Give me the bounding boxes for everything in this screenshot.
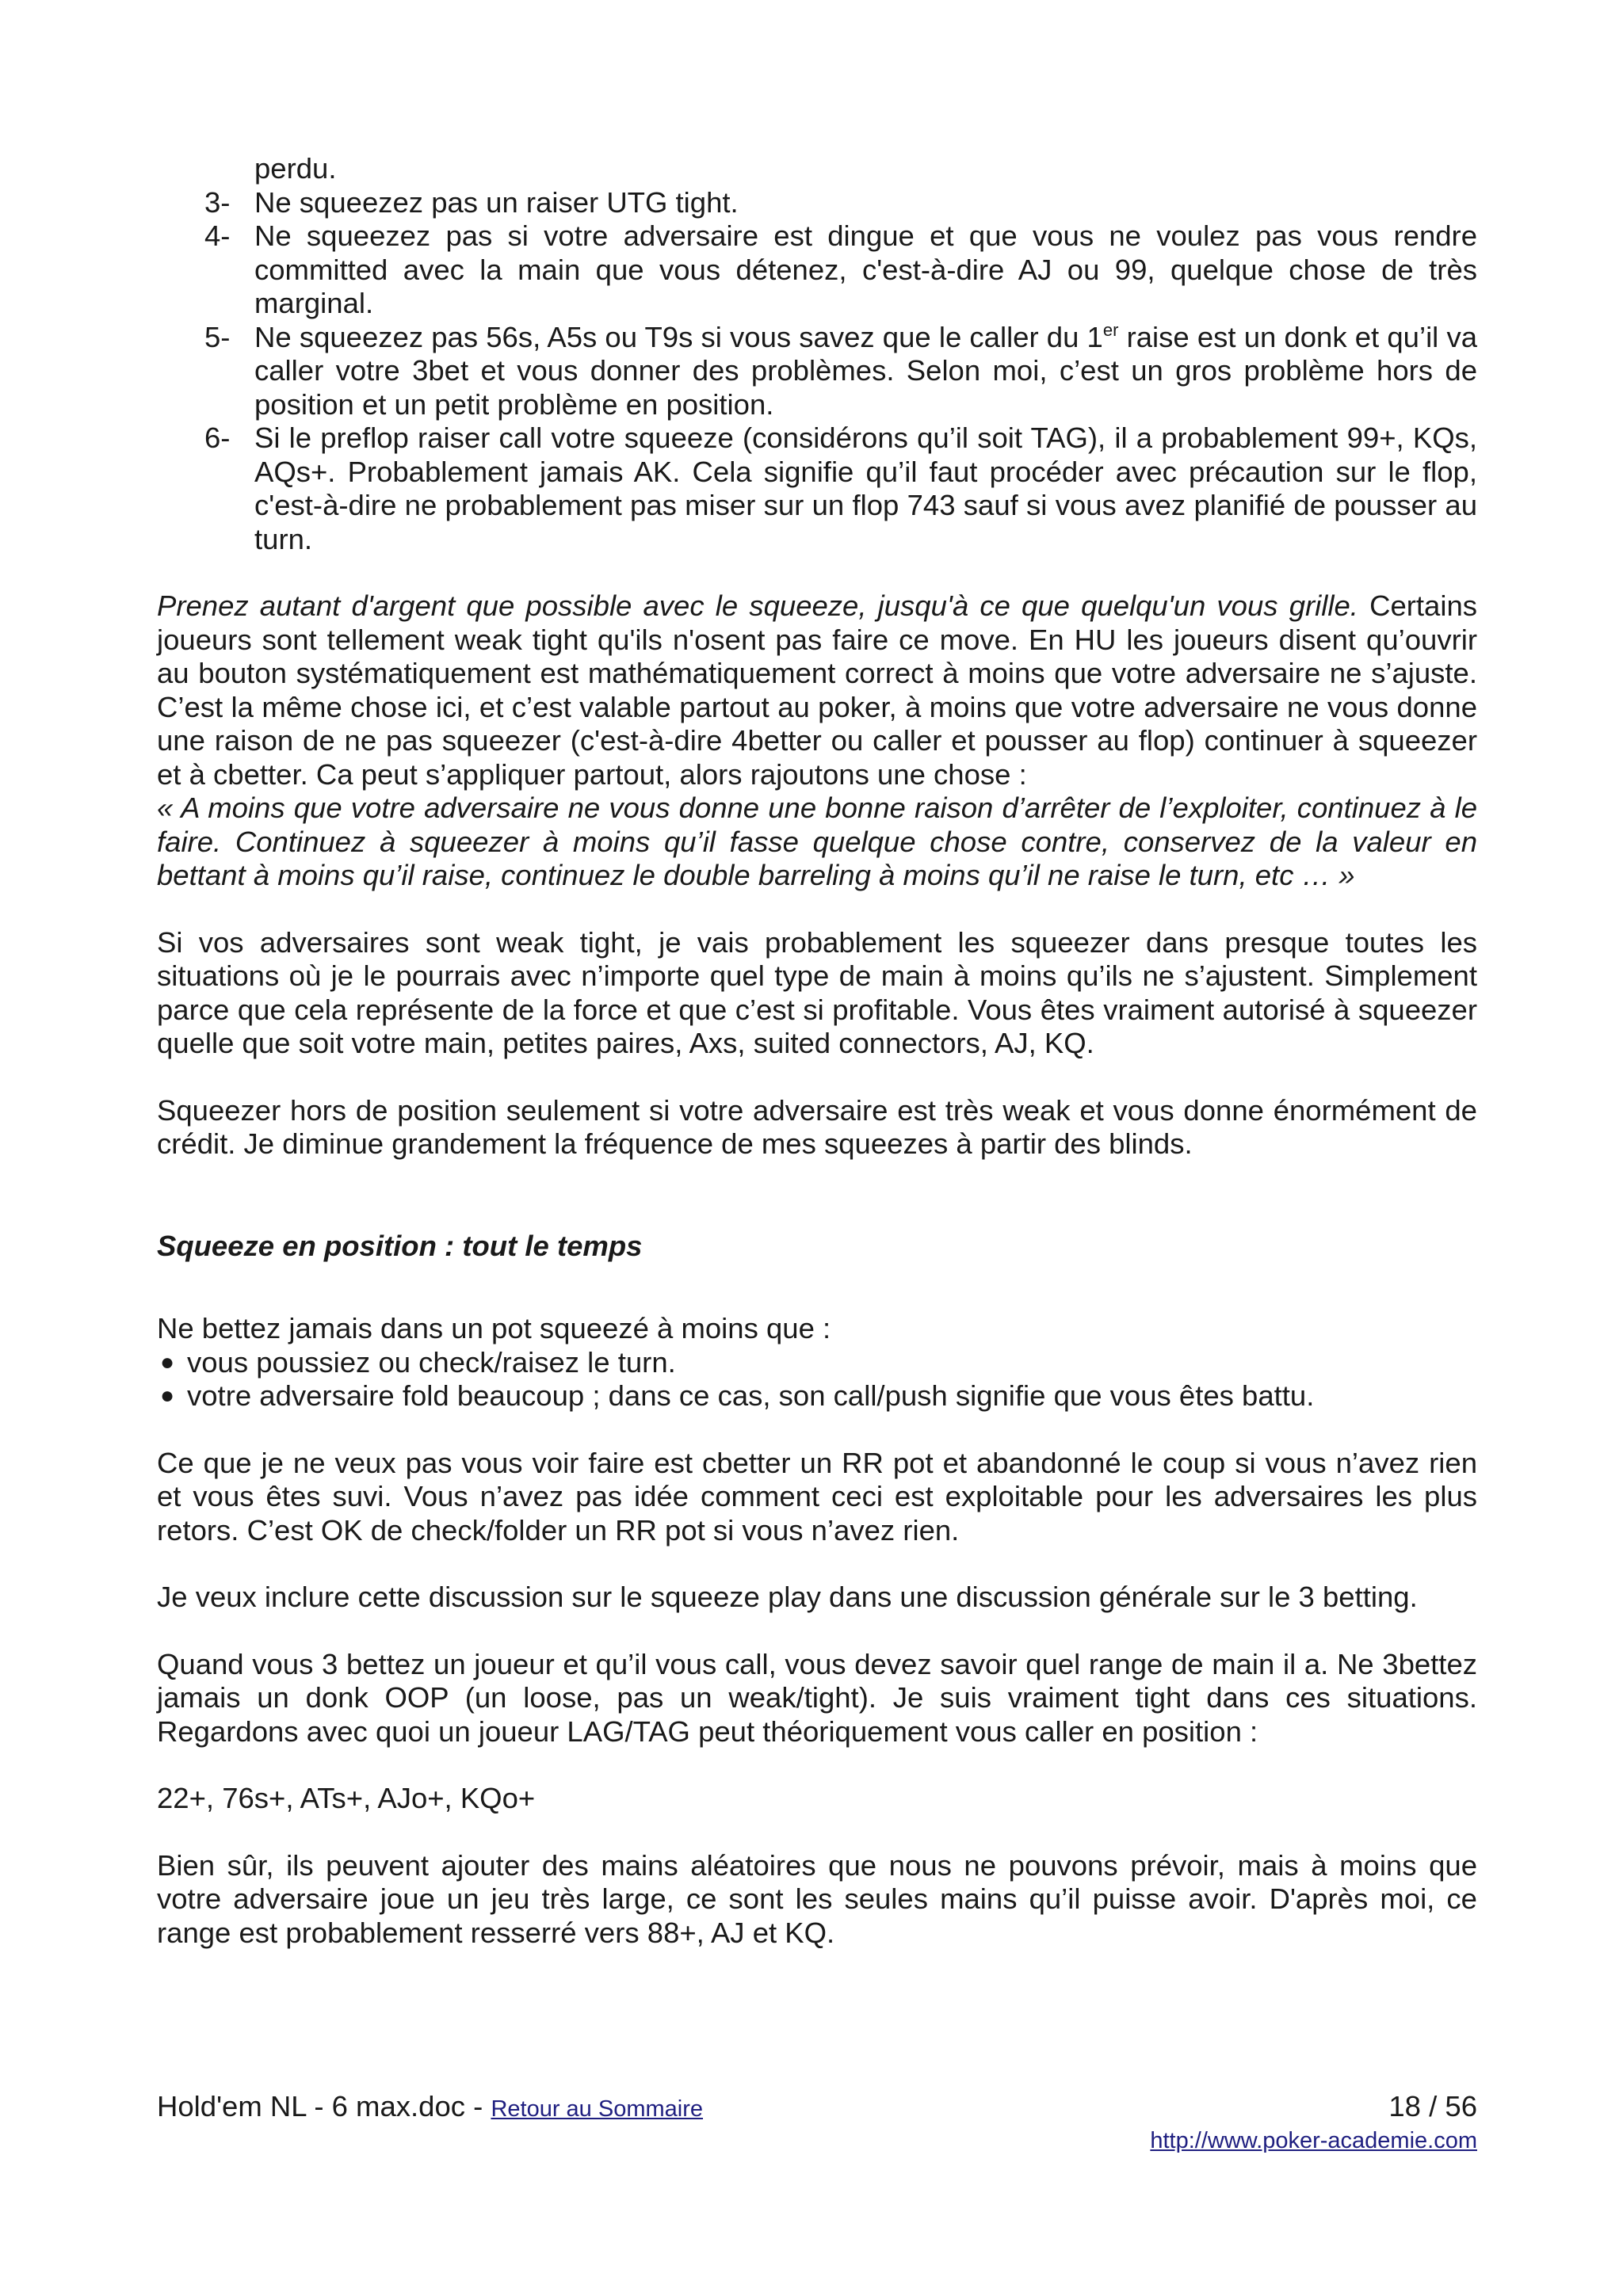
- spacer: [157, 1161, 1477, 1230]
- page-footer: [157, 2090, 1477, 2156]
- spacer: [157, 1816, 1477, 1849]
- bullet-list: [157, 1346, 1477, 1413]
- paragraph-range: 22+, 76s+, ATs+, AJo+, KQo+: [157, 1782, 536, 1814]
- list-item: [157, 421, 1477, 556]
- footer-row: [157, 2090, 1477, 2126]
- return-to-summary-link[interactable]: Retour au Sommaire: [491, 2096, 704, 2122]
- list-item: [157, 219, 1477, 321]
- list-item-text: Ne squeezez pas un raiser UTG tight.: [254, 185, 739, 219]
- footer-url-row: [157, 2126, 1477, 2156]
- bullet-text: vous poussiez ou check/raisez le turn.: [187, 1345, 676, 1379]
- paragraph-bien-sur: Bien sûr, ils peuvent ajouter des mains aléatoires que nous ne pouvons prévoir, mais à moins que votre adversaire joue un jeu très large, ce sont les seules mains qu’il puisse avoir. D'après moi, ce range est probablement resserré vers 88+, AJ et KQ.: [157, 1848, 1477, 1949]
- list-item-number: 5-: [204, 320, 231, 353]
- list-item-number: 6-: [204, 421, 231, 454]
- spacer: [157, 893, 1477, 926]
- list-item-text: Ne squeezez pas si votre adversaire est dingue et que vous ne voulez pas vous rendre committed avec la main que vous détenez, c'est-à-dire AJ ou 99, quelque chose de très marginal.: [254, 219, 1477, 319]
- bullet-icon: ●: [160, 1383, 175, 1409]
- list-item-number: 4-: [204, 219, 231, 252]
- list-item-text: perdu.: [254, 152, 337, 185]
- footer-doc-name: Hold'em NL - 6 max.doc -: [157, 2090, 491, 2122]
- spacer: [157, 1749, 1477, 1782]
- bullet-item: [157, 1346, 1477, 1380]
- spacer: [157, 1263, 1477, 1312]
- page-number: 18 / 56: [1388, 2090, 1477, 2122]
- section-heading: Squeeze en position : tout le temps: [157, 1229, 643, 1262]
- paragraph-text: Certains joueurs sont tellement weak tight qu'ils n'osent pas faire ce move. En HU les joueurs disent qu’ouvrir au bouton systématiquement est mathématiquement correct à moins que votre adversaire ne s’ajuste. C’est la même chose ici, et c’est valable partout au poker, à moins que votre adversaire ne vous donne une raison de ne pas squeezer (c'est-à-dire 4better ou caller et pousser au flop) continuer à squeezer et à cbetter. Ca peut s’appliquer partout, alors rajoutons une chose :: [157, 589, 1477, 791]
- spacer: [157, 1615, 1477, 1648]
- numbered-list: [157, 152, 1477, 556]
- italic-quote: « A moins que votre adversaire ne vous donne une bonne raison d’arrêter de l’exploiter, continuez à le faire. Continuez à squeezer à moins qu’il fasse quelque chose contre, conservez de la valeur en bettant à moins qu’il raise, continuez le double barreling à moins qu’il ne raise le turn, etc … »: [157, 791, 1477, 891]
- footer-doc-info: [157, 2090, 703, 2126]
- list-item-text: Si le preflop raiser call votre squeeze (considérons qu’il soit TAG), il a probablement 99+, KQs, AQs+. Probablement jamais AK. Cela signifie qu’il faut procéder avec précaution sur le flop, c'est-à-dire ne probablement pas miser sur un flop 743 sauf si vous avez planifié de pousser au turn.: [254, 421, 1477, 555]
- paragraph-3bet: Quand vous 3 bettez un joueur et qu’il vous call, vous devez savoir quel range de main il a. Ne 3bettez jamais un donk OOP (un loose, pas un weak/tight). Je suis vraiment tight dans ces situations. Regardons avec quoi un joueur LAG/TAG peut théoriquement vous caller en position :: [157, 1647, 1477, 1748]
- spacer: [157, 1547, 1477, 1581]
- bullet-item: [157, 1379, 1477, 1413]
- spacer: [157, 556, 1477, 589]
- bullet-text: votre adversaire fold beaucoup ; dans ce cas, son call/push signifie que vous êtes battu.: [187, 1379, 1315, 1412]
- spacer: [157, 1061, 1477, 1094]
- list-item-text-before: Ne squeezez pas 56s, A5s ou T9s si vous savez que le caller du 1: [254, 320, 1103, 353]
- list-item-text-after: raise est un donk et qu’il va caller votre 3bet et vous donner des problèmes. Selon moi, c’est un gros problème hors de position et un petit problème en position.: [254, 320, 1477, 421]
- list-item-number: 3-: [204, 185, 231, 219]
- site-url-link[interactable]: http://www.poker-academie.com: [1150, 2128, 1477, 2153]
- paragraph-never-bet: Ne bettez jamais dans un pot squeezé à moins que :: [157, 1312, 831, 1344]
- list-item: [157, 321, 1477, 422]
- paragraph-squeeze-money: [157, 589, 1477, 791]
- bullet-icon: ●: [160, 1348, 175, 1375]
- paragraph-oop: Squeezer hors de position seulement si votre adversaire est très weak et vous donne énormément de crédit. Je diminue grandement la fréquence de mes squeezes à partir des blinds.: [157, 1093, 1477, 1160]
- paragraph-weak-tight: Si vos adversaires sont weak tight, je vais probablement les squeezer dans presque toutes les situations où je le pourrais avec n’importe quel type de main à moins qu’ils ne s’ajustent. Simplement parce que cela représente de la force et que c’est si profitable. Vous êtes vraiment autorisé à squeezer quelle que soit votre main, petites paires, Axs, suited connectors, AJ, KQ.: [157, 925, 1477, 1059]
- superscript-er: er: [1102, 319, 1119, 340]
- paragraph-include: Je veux inclure cette discussion sur le squeeze play dans une discussion générale sur le 3 betting.: [157, 1581, 1418, 1613]
- spacer: [157, 1413, 1477, 1447]
- paragraph-cbet: Ce que je ne veux pas vous voir faire est cbetter un RR pot et abandonné le coup si vous n’avez rien et vous êtes suvi. Vous n’avez pas idée comment ceci est exploitable pour les adversaires les plus retors. C’est OK de check/folder un RR pot si vous n’avez rien.: [157, 1446, 1477, 1547]
- list-item: [157, 152, 1477, 186]
- list-item: [157, 186, 1477, 220]
- italic-lead: Prenez autant d'argent que possible avec le squeeze, jusqu'à ce que quelqu'un vous grille.: [157, 589, 1358, 622]
- document-body: [157, 152, 1477, 1950]
